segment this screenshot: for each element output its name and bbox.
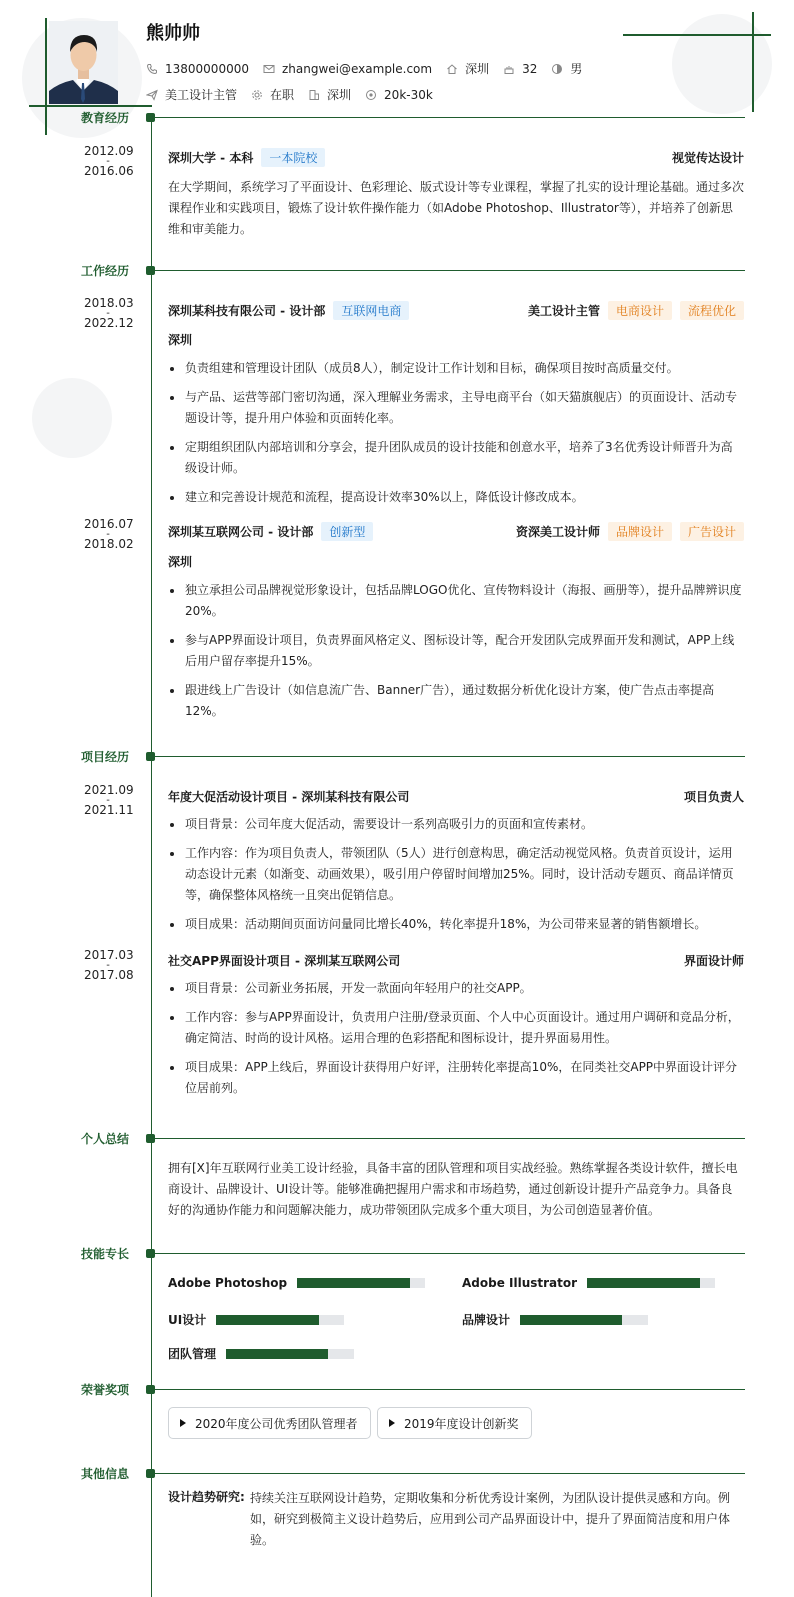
decor-line-top-left-v bbox=[45, 18, 47, 135]
edu-end-date: 2016.06 bbox=[84, 164, 134, 178]
section-dot-project bbox=[146, 752, 155, 761]
email-text: zhangwei@example.com bbox=[281, 61, 433, 76]
age-info bbox=[503, 62, 537, 76]
phone-text: 13800000000 bbox=[165, 61, 249, 76]
skill-bar-fill bbox=[216, 1315, 318, 1325]
skill-bar bbox=[226, 1349, 354, 1359]
work1-city: 深圳 bbox=[168, 333, 193, 347]
edu-start-date: 2012.09 bbox=[84, 144, 134, 158]
section-line-awards bbox=[155, 1389, 745, 1390]
list-item: 项目背景：公司年度大促活动，需要设计一系列高吸引力的页面和宣传素材。 bbox=[168, 814, 744, 835]
section-line-work bbox=[155, 270, 745, 271]
age-text: 32 bbox=[522, 61, 538, 76]
skill-item bbox=[168, 1311, 344, 1328]
city-info bbox=[446, 60, 489, 77]
skill-name: 团队管理 bbox=[168, 1347, 217, 1361]
list-item: 项目背景：公司新业务拓展，开发一款面向年轻用户的社交APP。 bbox=[168, 978, 744, 999]
avatar bbox=[49, 21, 118, 104]
skill-item bbox=[462, 1311, 648, 1328]
skill-bar bbox=[520, 1315, 648, 1325]
decor-circle-left-mid bbox=[32, 378, 112, 458]
section-line-summary bbox=[155, 1138, 745, 1139]
work1-start-date: 2018.03 bbox=[84, 296, 134, 310]
phone-info bbox=[146, 62, 249, 76]
skill-name: Adobe Photoshop bbox=[168, 1276, 288, 1290]
proj1-bullets bbox=[168, 814, 744, 943]
list-item: 建立和完善设计规范和流程，提高设计效率30%以上，降低设计修改成本。 bbox=[168, 487, 744, 508]
work2-role: 资深美工设计师 bbox=[515, 524, 600, 539]
work2-company: 深圳某互联网公司 - 设计部 bbox=[168, 524, 314, 539]
work2-bullets bbox=[168, 580, 744, 730]
edu-date: 2012.09 - 2016.06 bbox=[84, 144, 134, 178]
work1-industry-tag: 互联网电商 bbox=[333, 301, 409, 320]
list-item: 与产品、运营等部门密切沟通，深入理解业务需求，主导电商平台（如天猫旗舰店）的页面设计、活动专题设计等，提升用户体验和页面转化率。 bbox=[168, 387, 744, 429]
work2-entry-head bbox=[168, 522, 744, 540]
gender-info bbox=[551, 60, 582, 77]
section-line-skills bbox=[155, 1253, 745, 1254]
proj1-title: 年度大促活动设计项目 - 深圳某科技有限公司 bbox=[168, 789, 410, 804]
list-item: 定期组织团队内部培训和分享会，提升团队成员的设计技能和创意水平，培养了3名优秀设计师晋升为高级设计师。 bbox=[168, 437, 744, 479]
skill-item bbox=[462, 1276, 715, 1290]
proj1-start-date: 2021.09 bbox=[84, 783, 134, 797]
cake-icon bbox=[503, 63, 515, 75]
work2-start-date: 2016.07 bbox=[84, 517, 134, 531]
work1-bullets bbox=[168, 358, 744, 516]
salary-icon bbox=[365, 89, 377, 101]
email-info bbox=[263, 62, 432, 76]
section-line-education bbox=[155, 117, 745, 118]
list-item: 项目成果：APP上线后，界面设计获得用户好评，注册转化率提高10%，在同类社交APP中界面设计评分位居前列。 bbox=[168, 1057, 744, 1099]
section-title-skills: 技能专长 bbox=[81, 1247, 130, 1261]
work1-end-date: 2022.12 bbox=[84, 316, 134, 330]
section-dot-awards bbox=[146, 1385, 155, 1394]
work1-role-tag: 电商设计 bbox=[608, 301, 672, 320]
section-title-other: 其他信息 bbox=[81, 1467, 130, 1481]
section-title-project: 项目经历 bbox=[81, 750, 130, 764]
list-item: 独立承担公司品牌视觉形象设计，包括品牌LOGO优化、宣传物料设计（海报、画册等），提升品牌辨识度20%。 bbox=[168, 580, 744, 622]
proj2-start-date: 2017.03 bbox=[84, 948, 134, 962]
section-dot-skills bbox=[146, 1249, 155, 1258]
skill-name: Adobe Illustrator bbox=[462, 1276, 578, 1290]
award-name: 2019年度设计创新奖 bbox=[404, 1416, 519, 1431]
play-triangle-icon bbox=[180, 1419, 186, 1427]
list-item: 参与APP界面设计项目，负责界面风格定义、图标设计等，配合开发团队完成界面开发和测试，APP上线后用户留存率提升15%。 bbox=[168, 630, 744, 672]
award-badge bbox=[377, 1407, 532, 1439]
section-dot-work bbox=[146, 266, 155, 275]
work2-city: 深圳 bbox=[168, 555, 193, 569]
status-info bbox=[251, 86, 294, 103]
mail-icon bbox=[263, 63, 275, 75]
proj1-end-date: 2021.11 bbox=[84, 803, 134, 817]
contact-row bbox=[146, 60, 596, 77]
proj1-date: 2021.09 - 2021.11 bbox=[84, 783, 134, 817]
proj2-title: 社交APP界面设计项目 - 深圳某互联网公司 bbox=[168, 953, 401, 968]
section-line-other bbox=[155, 1473, 745, 1474]
skill-bar bbox=[297, 1278, 425, 1288]
section-dot-education bbox=[146, 113, 155, 122]
work2-role-tag: 品牌设计 bbox=[608, 522, 672, 541]
work2-role-tag: 广告设计 bbox=[680, 522, 744, 541]
gender-icon bbox=[551, 63, 563, 75]
list-item: 工作内容：参与APP界面设计，负责用户注册/登录页面、个人中心页面设计。通过用户调研和竞品分析，确定简洁、时尚的设计风格。运用合理的色彩搭配和图标设计，提升界面易用性。 bbox=[168, 1007, 744, 1049]
work1-entry-head bbox=[168, 301, 744, 319]
section-title-awards: 荣誉奖项 bbox=[81, 1383, 130, 1397]
timeline-rail bbox=[151, 118, 152, 1597]
section-title-summary: 个人总结 bbox=[81, 1132, 130, 1146]
phone-icon bbox=[146, 63, 158, 75]
work2-industry-tag: 创新型 bbox=[321, 522, 373, 541]
job-title-text: 美工设计主管 bbox=[165, 88, 238, 102]
proj1-role: 项目负责人 bbox=[683, 789, 744, 804]
building-icon bbox=[308, 89, 320, 101]
skill-bar-fill bbox=[587, 1278, 700, 1288]
skill-bar bbox=[216, 1315, 344, 1325]
skill-name: UI设计 bbox=[168, 1313, 207, 1327]
salary-text: 20k-30k bbox=[384, 87, 433, 102]
skill-item bbox=[168, 1345, 354, 1362]
proj2-entry-head bbox=[168, 951, 744, 969]
skill-bar-fill bbox=[520, 1315, 622, 1325]
work1-date: 2018.03 - 2022.12 bbox=[84, 296, 134, 330]
section-title-work: 工作经历 bbox=[81, 264, 130, 278]
edu-entry-head bbox=[168, 148, 744, 166]
proj2-end-date: 2017.08 bbox=[84, 968, 134, 982]
home-icon bbox=[446, 63, 458, 75]
proj2-bullets bbox=[168, 978, 744, 1107]
list-item: 负责组建和管理设计团队（成员8人），制定设计工作计划和目标，确保项目按时高质量交付。 bbox=[168, 358, 744, 379]
candidate-name: 熊帅帅 bbox=[146, 23, 200, 44]
work-city-text: 深圳 bbox=[327, 88, 352, 102]
decor-line-top-right-v bbox=[752, 12, 754, 112]
proj1-entry-head bbox=[168, 787, 744, 805]
summary-text: 拥有[X]年互联网行业美工设计经验，具备丰富的团队管理和项目实战经验。熟练掌握各类设计软件，擅长电商设计、品牌设计、UI设计等。能够准确把握用户需求和市场趋势，通过创新设计提升产品竞争力。具备良好的沟通协作能力和问题解决能力，成功带领团队完成多个重大项目，为公司创造显著价值。 bbox=[168, 1161, 738, 1217]
proj2-date: 2017.03 - 2017.08 bbox=[84, 948, 134, 982]
decor-circle-top-right bbox=[672, 14, 772, 114]
play-triangle-icon bbox=[389, 1419, 395, 1427]
work1-role-tag: 流程优化 bbox=[680, 301, 744, 320]
job-row bbox=[146, 86, 447, 103]
job-title-info bbox=[146, 86, 237, 103]
award-badge bbox=[168, 1407, 371, 1439]
decor-line-top-left-h bbox=[29, 105, 152, 107]
list-item: 工作内容：作为项目负责人，带领团队（5人）进行创意构思，确定活动视觉风格。负责首页设计，运用动态设计元素（如渐变、动画效果），吸引用户停留时间增加25%。同时，设计活动专题页、商品详情页等，确保整体风格统一且突出促销信息。 bbox=[168, 843, 744, 906]
school-tag: 一本院校 bbox=[261, 148, 325, 167]
other-text: 持续关注互联网设计趋势，定期收集和分析优秀设计案例，为团队设计提供灵感和方向。例如，研究到极简主义设计趋势后，应用到公司产品界面设计中，提升了界面简洁度和用户体验。 bbox=[250, 1491, 731, 1547]
section-title-education: 教育经历 bbox=[81, 111, 130, 125]
salary-info bbox=[365, 88, 433, 102]
work2-end-date: 2018.02 bbox=[84, 537, 134, 551]
section-line-project bbox=[155, 756, 745, 757]
work-city-info bbox=[308, 86, 351, 103]
school-name: 深圳大学 - 本科 bbox=[168, 150, 254, 165]
work1-company: 深圳某科技有限公司 - 设计部 bbox=[168, 303, 326, 318]
major-name: 视觉传达设计 bbox=[671, 150, 744, 165]
status-text: 在职 bbox=[270, 88, 295, 102]
work1-role: 美工设计主管 bbox=[527, 303, 600, 318]
skill-bar-fill bbox=[226, 1349, 328, 1359]
list-item: 跟进线上广告设计（如信息流广告、Banner广告），通过数据分析优化设计方案，使广告点击率提高12%。 bbox=[168, 680, 744, 722]
section-dot-other bbox=[146, 1469, 155, 1478]
decor-line-top-right-h bbox=[623, 34, 771, 36]
gender-text: 男 bbox=[570, 62, 583, 76]
skill-bar bbox=[587, 1278, 715, 1288]
skill-name: 品牌设计 bbox=[462, 1313, 511, 1327]
work2-date: 2016.07 - 2018.02 bbox=[84, 517, 134, 551]
award-name: 2020年度公司优秀团队管理者 bbox=[195, 1416, 358, 1431]
section-dot-summary bbox=[146, 1134, 155, 1143]
list-item: 项目成果：活动期间页面访问量同比增长40%，转化率提升18%，为公司带来显著的销售额增长。 bbox=[168, 914, 744, 935]
send-icon bbox=[146, 89, 158, 101]
edu-description: 在大学期间，系统学习了平面设计、色彩理论、版式设计等专业课程，掌握了扎实的设计理论基础。通过多次课程作业和实践项目，锻炼了设计软件操作能力（如Adobe Photoshop、Illustrator等），并培养了创新思维和审美能力。 bbox=[168, 180, 745, 236]
city-text: 深圳 bbox=[465, 62, 490, 76]
other-label: 设计趋势研究: bbox=[168, 1490, 245, 1504]
proj2-role: 界面设计师 bbox=[683, 953, 744, 968]
skill-item bbox=[168, 1276, 425, 1290]
gear-icon bbox=[251, 89, 263, 101]
skill-bar-fill bbox=[297, 1278, 410, 1288]
